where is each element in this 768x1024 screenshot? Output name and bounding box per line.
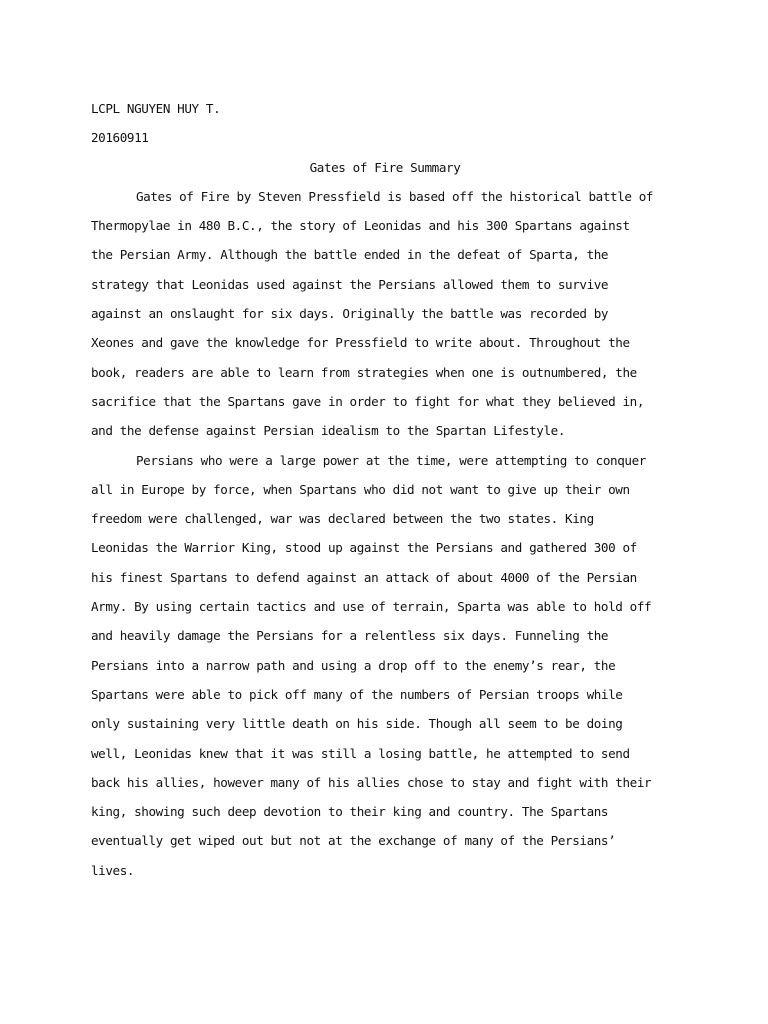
text-line: Xeones and gave the knowledge for Pressfield to write about. Throughout the	[91, 335, 630, 351]
text-line: king, showing such deep devotion to their king and country. The Spartans	[91, 804, 609, 820]
text-line: freedom were challenged, war was declared between the two states. King	[91, 511, 594, 527]
text-line: Army. By using certain tactics and use of terrain, Sparta was able to hold off	[91, 599, 652, 615]
paragraph	[91, 182, 748, 446]
text-line: the Persian Army. Although the battle ended in the defeat of Sparta, the	[91, 247, 609, 263]
author-line: LCPL NGUYEN HUY T.	[91, 101, 221, 116]
text-line: Spartans were able to pick off many of the numbers of Persian troops while	[91, 686, 623, 702]
text-line: his finest Spartans to defend against an attack of about 4000 of the Persian	[91, 569, 637, 585]
text-line: only sustaining very little death on his side. Though all seem to be doing	[91, 716, 623, 732]
text-line: Gates of Fire by Steven Pressfield is based off the historical battle of	[136, 188, 654, 204]
text-line: eventually get wiped out but not at the exchange of many of the Persians’	[91, 833, 616, 849]
document-title: Gates of Fire Summary	[309, 159, 461, 175]
text-line: book, readers are able to learn from strategies when one is outnumbered, the	[91, 364, 637, 380]
date-line: 20160911	[91, 130, 149, 146]
text-line: Persians who were a large power at the time, were attempting to conquer	[136, 452, 646, 468]
text-line: back his allies, however many of his allies chose to stay and fight with their	[91, 774, 652, 790]
paragraph	[91, 446, 748, 885]
text-line: strategy that Leonidas used against the Persians allowed them to survive	[91, 276, 609, 292]
text-line: Persians into a narrow path and using a drop off to the enemy’s rear, the	[91, 657, 616, 673]
text-line: all in Europe by force, when Spartans who did not want to give up their own	[91, 481, 630, 497]
text-line: lives.	[91, 862, 135, 878]
text-line: Thermopylae in 480 B.C., the story of Leonidas and his 300 Spartans against	[91, 218, 630, 234]
text-line: and the defense against Persian idealism to the Spartan Lifestyle.	[91, 423, 566, 439]
text-line: sacrifice that the Spartans gave in order to fight for what they believed in,	[91, 393, 645, 409]
text-line: against an onslaught for six days. Originally the battle was recorded by	[91, 306, 609, 322]
document-body	[91, 182, 748, 885]
text-line: well, Leonidas knew that it was still a losing battle, he attempted to send	[91, 745, 630, 761]
text-line: and heavily damage the Persians for a relentless six days. Funneling the	[91, 628, 609, 644]
text-line: Leonidas the Warrior King, stood up against the Persians and gathered 300 of	[91, 540, 637, 556]
